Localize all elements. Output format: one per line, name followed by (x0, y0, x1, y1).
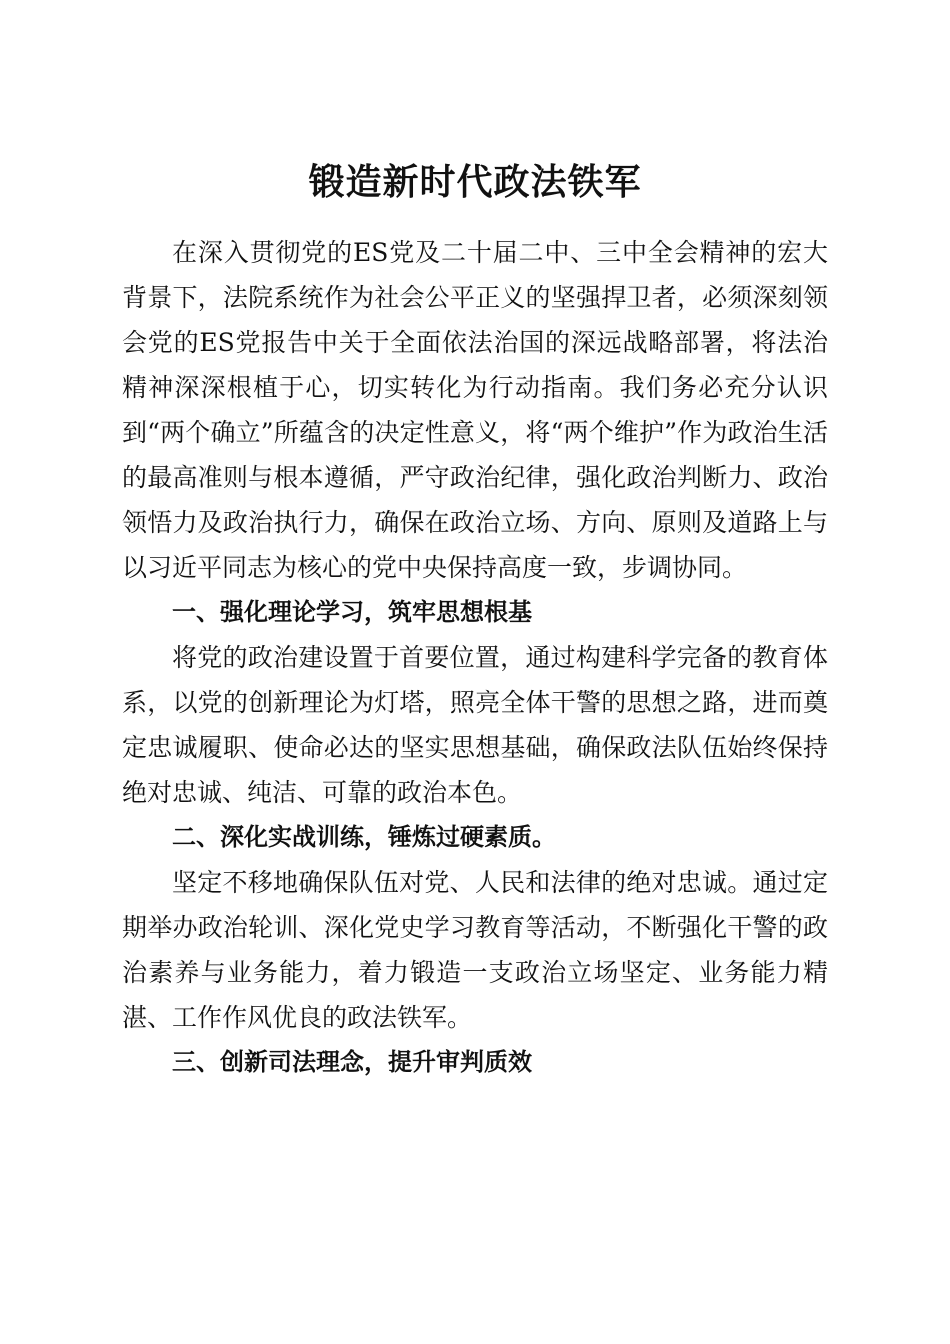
paragraph-intro: 在深入贯彻党的ES党及二十届二中、三中全会精神的宏大背景下，法院系统作为社会公平正义的坚强捍卫者，必须深刻领会党的ES党报告中关于全面依法治国的深远战略部署，将法治精神深深根植于心，切实转化为行动指南。我们务必充分认识到“两个确立”所蕴含的决定性意义，将“两个维护”作为政治生活的最高准则与根本遵循，严守政治纪律，强化政治判断力、政治领悟力及政治执行力，确保在政治立场、方向、原则及道路上与以习近平同志为核心的党中央保持高度一致，步调协同。 (122, 238, 828, 582)
paragraph-section-2: 坚定不移地确保队伍对党、人民和法律的绝对忠诚。通过定期举办政治轮训、深化党史学习教育等活动，不断强化干警的政治素养与业务能力，着力锻造一支政治立场坚定、业务能力精湛、工作作风优良的政法铁军。 (122, 868, 828, 1032)
section-heading-3: 三、创新司法理念，提升审判质效 (172, 1048, 532, 1076)
section-heading-2: 二、深化实战训练，锤炼过硬素质。 (172, 823, 556, 851)
document-body (122, 230, 828, 1085)
paragraph-section-1: 将党的政治建设置于首要位置，通过构建科学完备的教育体系，以党的创新理论为灯塔，照亮全体干警的思想之路，进而奠定忠诚履职、使命必达的坚实思想基础，确保政法队伍始终保持绝对忠诚、纯洁、可靠的政治本色。 (122, 643, 828, 807)
document-title: 锻造新时代政法铁军 (308, 161, 642, 204)
section-heading-1: 一、强化理论学习，筑牢思想根基 (172, 598, 532, 626)
